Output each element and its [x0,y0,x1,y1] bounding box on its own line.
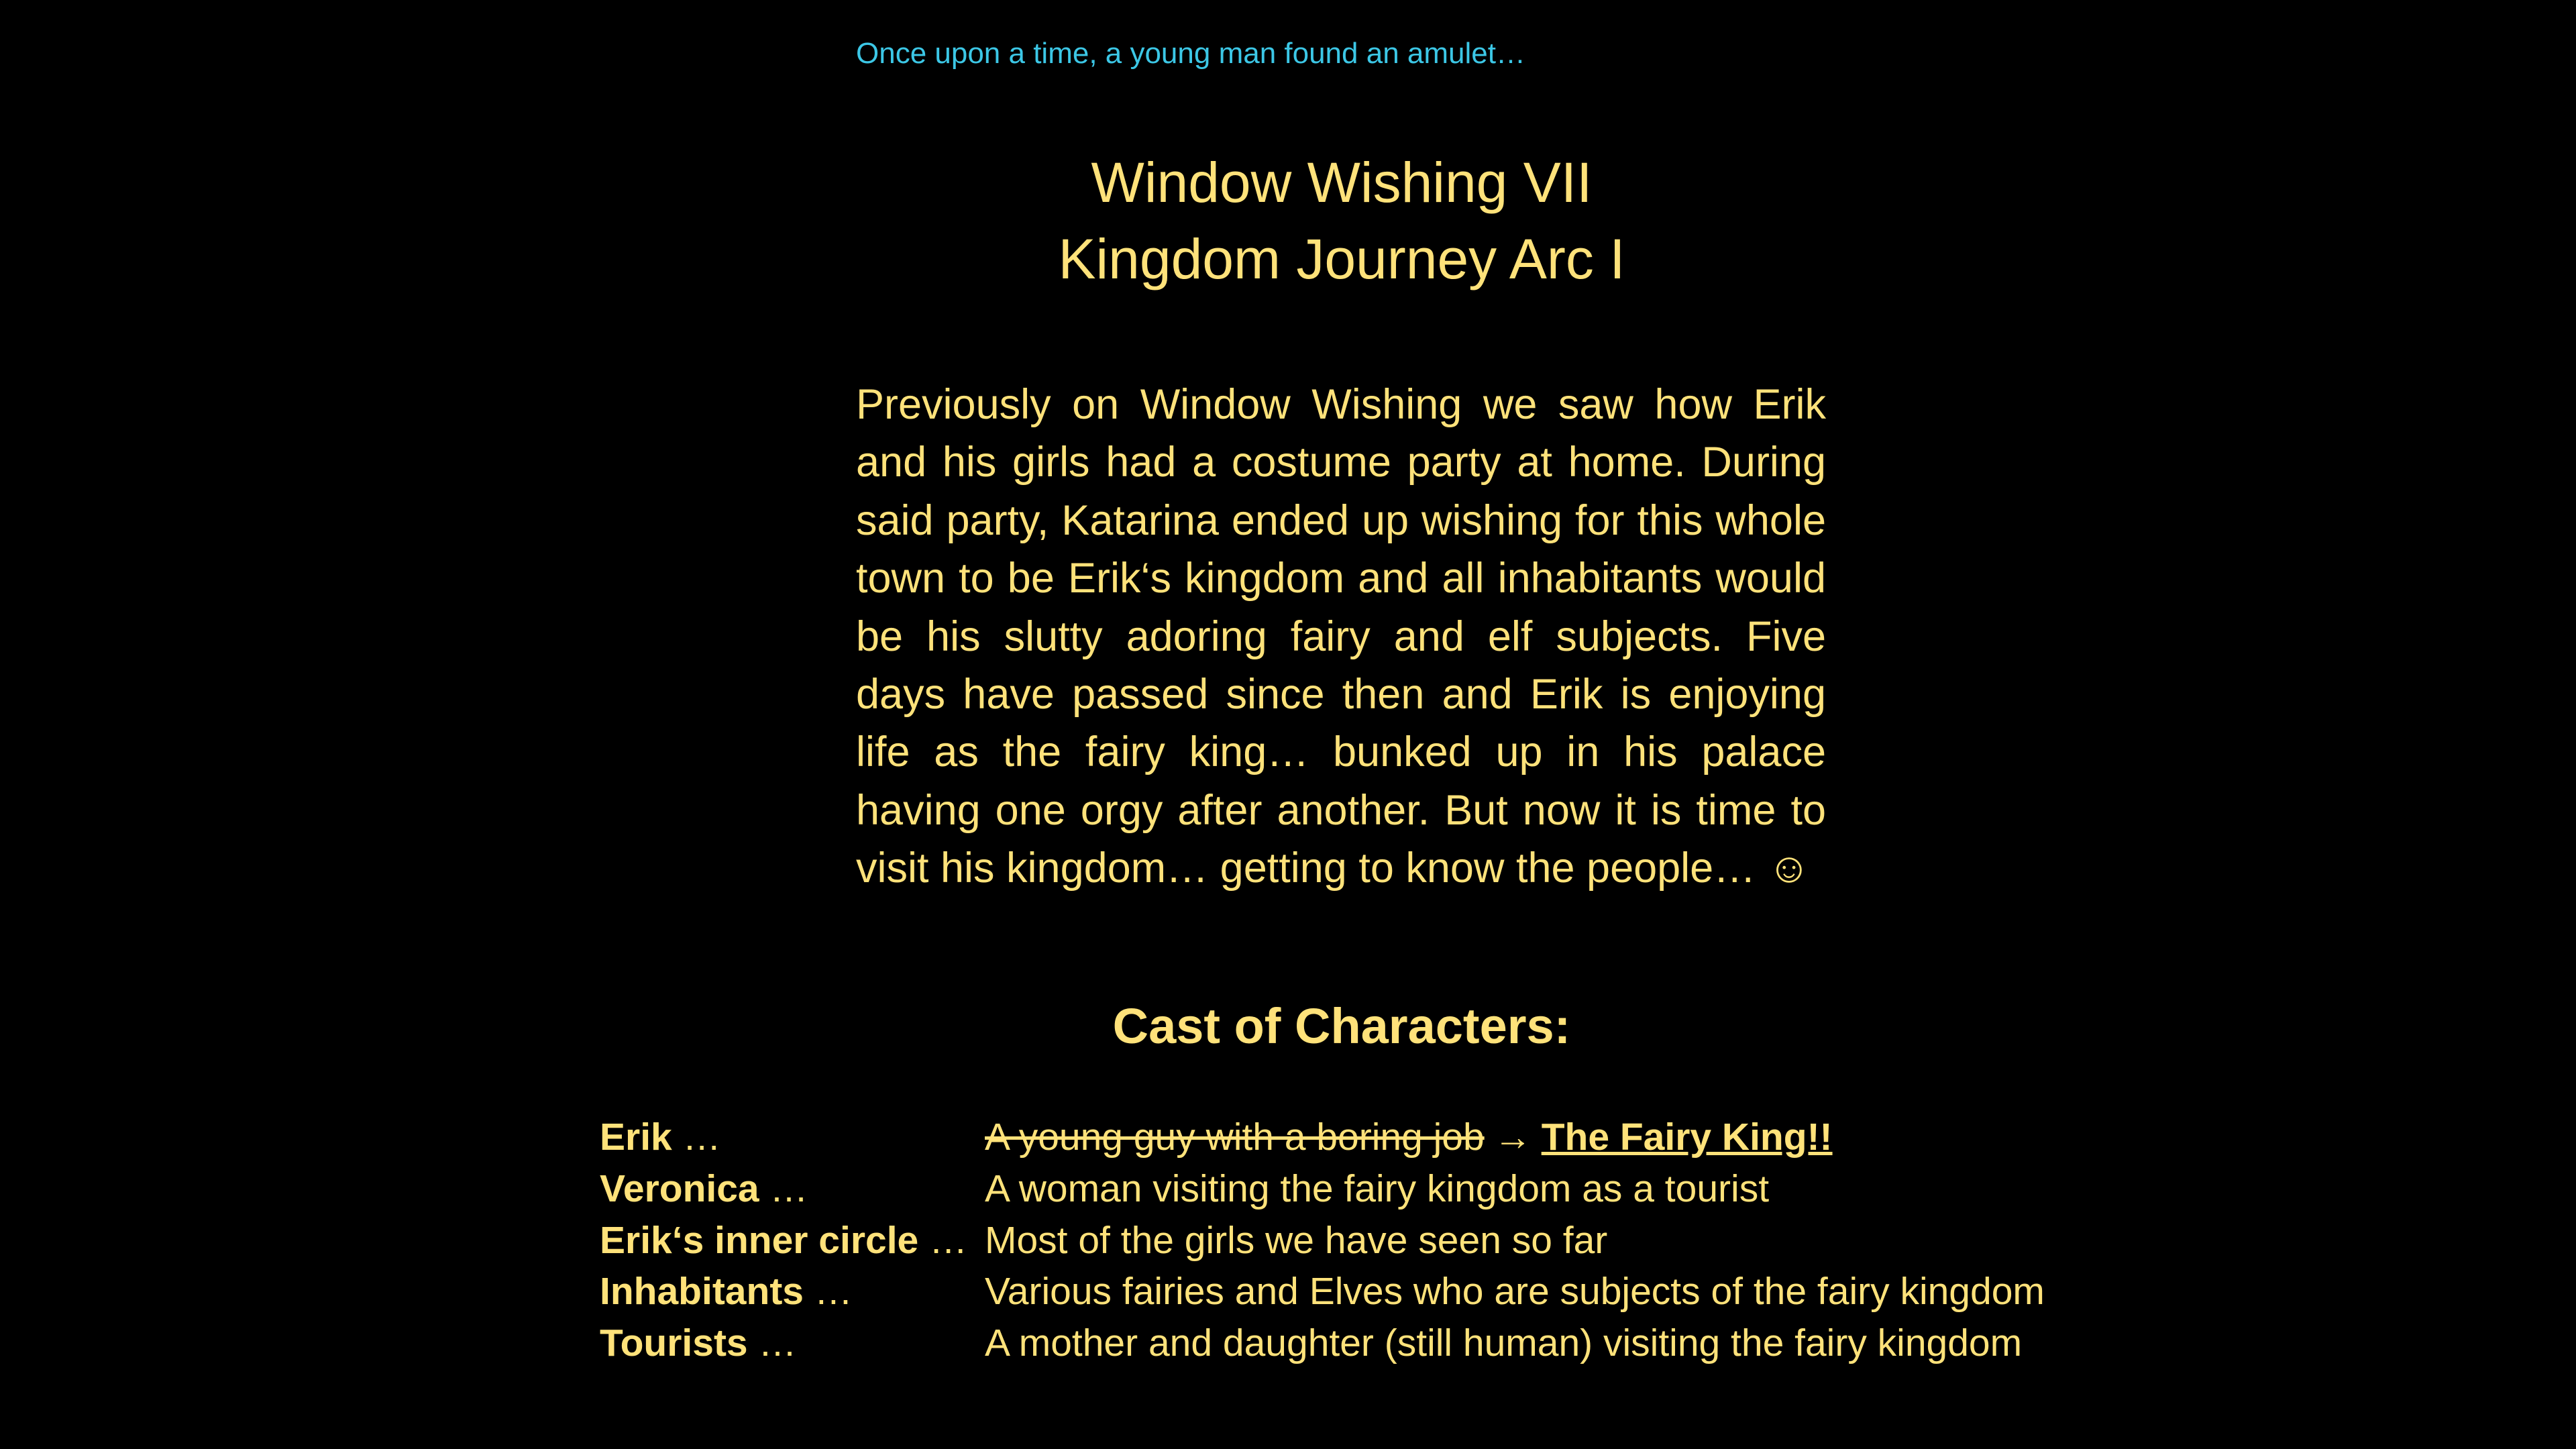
cast-ellipsis: … [769,1167,808,1210]
title-line-1: Window Wishing VII [1091,151,1593,214]
cast-row-erik [600,1112,2045,1163]
new-role: The Fairy King!! [1541,1116,1833,1159]
cast-desc: A mother and daughter (still human) visiting the fairy kingdom [985,1322,2023,1365]
arrow-right-icon: → [1493,1116,1532,1159]
cast-desc: Most of the girls we have seen so far [985,1218,1608,1262]
cast-name: Inhabitants [600,1270,804,1313]
title-block [0,144,2576,297]
recap-text: Previously on Window Wishing we saw how Erik and his girls had a costume party at home. During said party, Katarina ended up wishing for this whole town to be Erik‘s kingdom and all inhabitants would be his slutty adoring fairy and elf subjects. Five days have passed since then and Erik is enjoying life as the fairy king… bunked up in his palace having one orgy after another. But now it is time to visit his kingdom… getting to know the people… [856,381,1826,892]
cast-heading: Cast of Characters: [1112,998,1571,1054]
cast-list [600,1112,2045,1369]
cast-desc: A woman visiting the fairy kingdom as a tourist [985,1167,1770,1210]
cast-name-cell [600,1163,985,1215]
cast-name: Erik‘s inner circle [600,1218,919,1262]
cast-name-cell [600,1318,985,1369]
cast-ellipsis: … [682,1116,721,1159]
cast-ellipsis: … [758,1322,797,1365]
cast-ellipsis: … [929,1218,968,1262]
cast-row [600,1266,2045,1318]
cast-row [600,1163,2045,1215]
smiley-icon: ☺ [1767,845,1811,892]
recap-paragraph [856,376,1826,898]
cast-desc [985,1112,1833,1163]
cast-name: Veronica [600,1167,759,1210]
cast-name-cell [600,1215,985,1267]
cast-name-cell [600,1266,985,1318]
cast-name: Tourists [600,1322,748,1365]
title-line-2: Kingdom Journey Arc I [1058,227,1625,290]
cast-row [600,1215,2045,1267]
cast-row [600,1318,2045,1369]
tagline: Once upon a time, a young man found an amulet… [856,37,1525,70]
cast-name: Erik [600,1116,672,1159]
cast-ellipsis: … [814,1270,853,1313]
old-role: A young guy with a boring job [985,1116,1485,1159]
cast-name-cell [600,1112,985,1163]
cast-desc: Various fairies and Elves who are subjects of the fairy kingdom [985,1270,2045,1313]
